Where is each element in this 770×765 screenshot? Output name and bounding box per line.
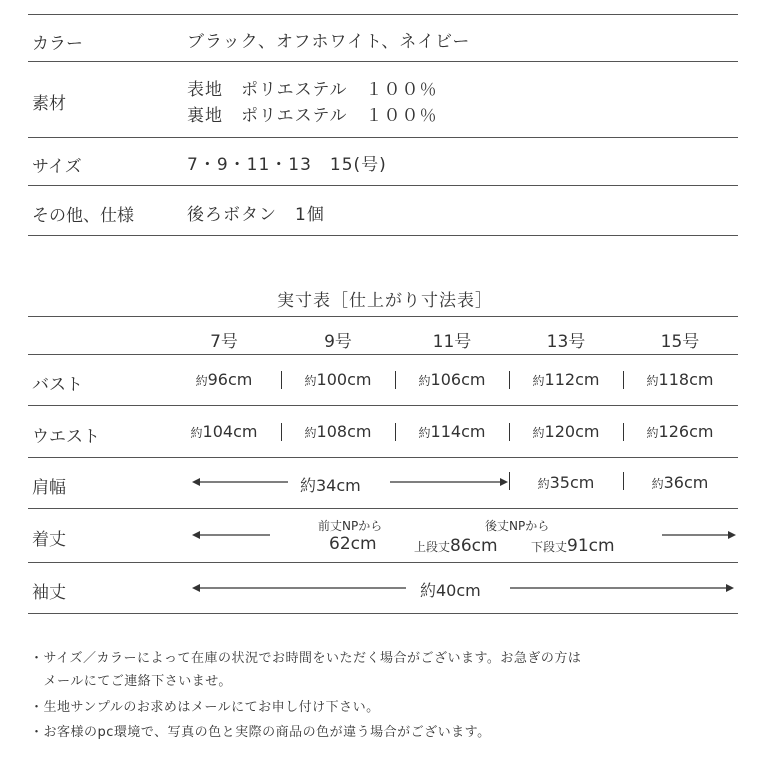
size-header-7: 7号 bbox=[210, 332, 238, 352]
waist-cell-11: 約114cm bbox=[418, 422, 486, 441]
left-arrow-icon bbox=[192, 583, 410, 593]
note-line: ・お客様のpc環境で、写真の色と実際の商品の色が違う場合がございます。 bbox=[30, 725, 491, 740]
spec-divider bbox=[28, 61, 738, 62]
size-header-9: 9号 bbox=[324, 332, 352, 352]
row-label-length: 着丈 bbox=[32, 530, 66, 550]
note-line: ・生地サンプルのお求めはメールにてお申し付け下さい。 bbox=[30, 700, 380, 715]
shoulder-span-value: 約34cm bbox=[300, 476, 361, 495]
row-label-sleeve: 袖丈 bbox=[32, 583, 66, 603]
back-length-upper: 上段丈86cm bbox=[414, 536, 498, 556]
sleeve-span-value: 約40cm bbox=[420, 581, 481, 600]
spec-value-material-lining: 裏地 ポリエステル １００％ bbox=[187, 106, 438, 126]
left-arrow-icon bbox=[192, 477, 292, 487]
right-arrow-icon bbox=[390, 477, 510, 487]
bust-cell-11: 約106cm bbox=[418, 370, 486, 389]
right-arrow-icon bbox=[662, 530, 738, 540]
waist-cell-13: 約120cm bbox=[532, 422, 600, 441]
bust-cell-13: 約112cm bbox=[532, 370, 600, 389]
spec-divider-top bbox=[28, 14, 738, 15]
bust-cell-7: 約96cm bbox=[195, 370, 253, 389]
size-table-divider-bottom bbox=[28, 613, 738, 614]
size-table-divider bbox=[28, 562, 738, 563]
size-table-divider bbox=[28, 405, 738, 406]
right-arrow-icon bbox=[510, 583, 736, 593]
spec-label-color: カラー bbox=[32, 34, 83, 54]
spec-label-size: サイズ bbox=[32, 157, 82, 177]
back-length-lower: 下段丈91cm bbox=[531, 536, 615, 556]
spec-value-color: ブラック、オフホワイト、ネイビー bbox=[187, 32, 471, 52]
shoulder-cell-13: 約35cm bbox=[537, 473, 595, 492]
spec-value-other: 後ろボタン 1個 bbox=[187, 205, 325, 225]
front-length-value: 62cm bbox=[329, 534, 377, 554]
size-header-13: 13号 bbox=[546, 332, 586, 352]
waist-cell-9: 約108cm bbox=[304, 422, 372, 441]
row-label-waist: ウエスト bbox=[32, 427, 100, 447]
note-line: メールにてご連絡下さいませ。 bbox=[30, 674, 232, 689]
size-table-divider bbox=[28, 316, 738, 317]
size-table-divider bbox=[28, 508, 738, 509]
back-length-caption: 後丈NPから bbox=[485, 519, 550, 533]
bust-cell-15: 約118cm bbox=[646, 370, 714, 389]
size-table-title: 実寸表［仕上がり寸法表］ bbox=[277, 291, 493, 311]
size-header-15: 15号 bbox=[660, 332, 700, 352]
waist-cell-7: 約104cm bbox=[190, 422, 258, 441]
waist-cell-15: 約126cm bbox=[646, 422, 714, 441]
note-line: ・サイズ／カラーによって在庫の状況でお時間をいただく場合がございます。お急ぎの方は bbox=[30, 651, 582, 666]
row-label-shoulder: 肩幅 bbox=[32, 478, 66, 498]
size-header-11: 11号 bbox=[432, 332, 472, 352]
bust-cell-9: 約100cm bbox=[304, 370, 372, 389]
spec-value-material-outer: 表地 ポリエステル １００％ bbox=[187, 80, 438, 100]
spec-label-other: その他、仕様 bbox=[32, 206, 134, 226]
size-table-divider bbox=[28, 354, 738, 355]
spec-value-size: 7・9・11・13 15(号) bbox=[187, 155, 387, 175]
shoulder-cell-15: 約36cm bbox=[651, 473, 709, 492]
row-label-bust: バスト bbox=[32, 375, 83, 395]
front-length-caption: 前丈NPから bbox=[318, 519, 383, 533]
spec-label-material: 素材 bbox=[32, 94, 66, 114]
left-arrow-icon bbox=[192, 530, 272, 540]
spec-divider bbox=[28, 185, 738, 186]
size-table-divider bbox=[28, 457, 738, 458]
spec-divider-bottom bbox=[28, 235, 738, 236]
spec-divider bbox=[28, 137, 738, 138]
